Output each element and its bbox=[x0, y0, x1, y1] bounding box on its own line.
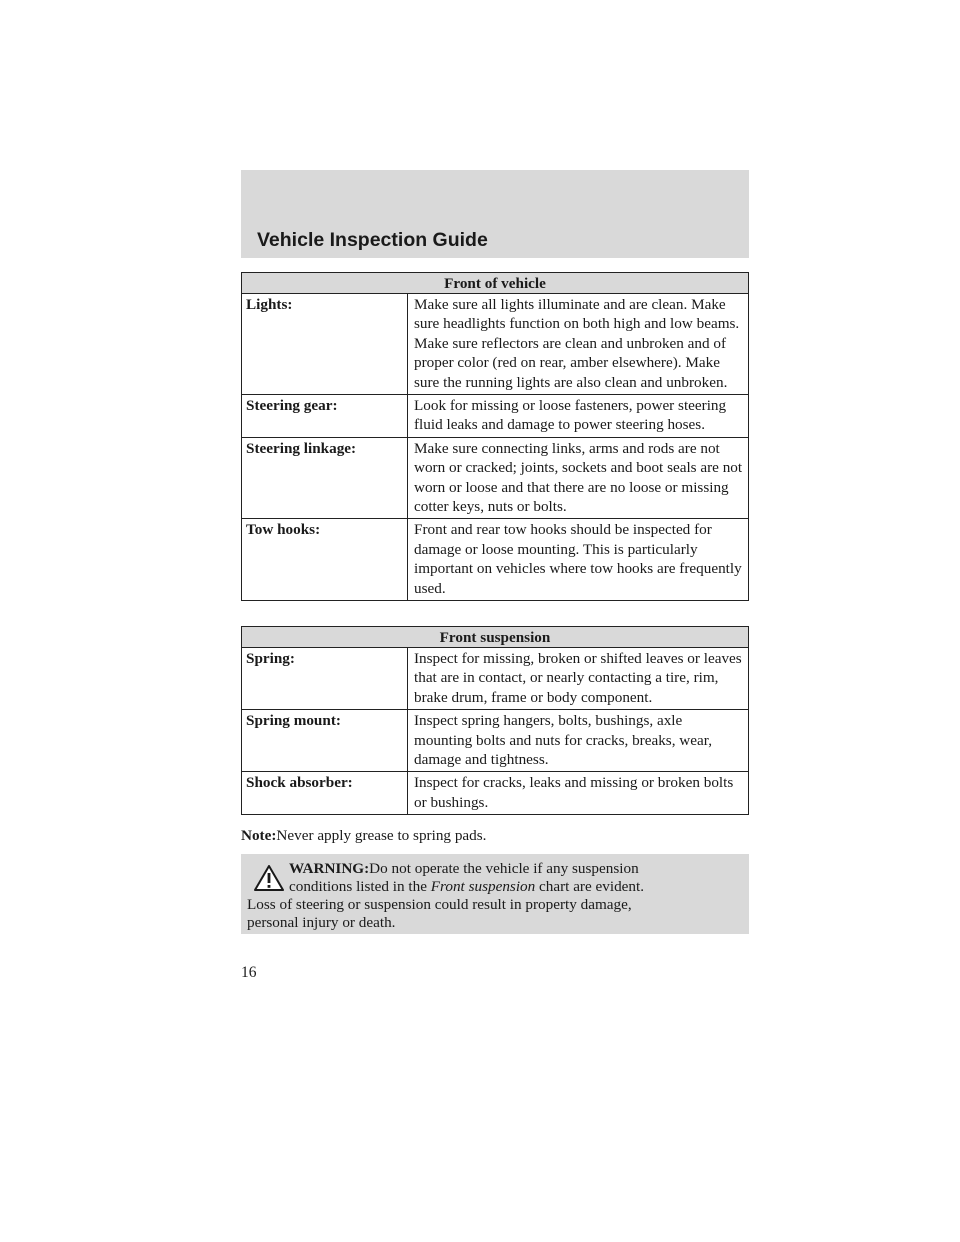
table-row bbox=[242, 437, 749, 519]
table-row bbox=[242, 648, 749, 710]
row-label-shock-absorber: Shock absorber: bbox=[242, 772, 408, 815]
table-title: Front suspension bbox=[242, 627, 749, 648]
front-suspension-table bbox=[241, 626, 749, 815]
row-text-steering-linkage: Make sure connecting links, arms and rods are not worn or cracked; joints, sockets and boot seals are not worn or loose and that there are no loose or missing cotter keys, nuts or bolts. bbox=[408, 437, 749, 519]
table-row bbox=[242, 772, 749, 815]
table-row bbox=[242, 710, 749, 772]
row-text-spring-mount: Inspect spring hangers, bolts, bushings, axle mounting bolts and nuts for cracks, breaks, wear, damage and tightness. bbox=[408, 710, 749, 772]
row-label-steering-linkage: Steering linkage: bbox=[242, 437, 408, 519]
table-row bbox=[242, 519, 749, 601]
warning-line-3: Loss of steering or suspension could result in property damage, bbox=[247, 896, 632, 913]
warning-text bbox=[247, 860, 741, 932]
table-row bbox=[242, 294, 749, 395]
warning-label: WARNING: bbox=[289, 860, 370, 877]
row-text-spring: Inspect for missing, broken or shifted leaves or leaves that are in contact, or nearly contacting a tire, rim, brake drum, frame or body component. bbox=[408, 648, 749, 710]
warning-line-2a: conditions listed in the bbox=[289, 878, 431, 895]
row-label-steering-gear: Steering gear: bbox=[242, 395, 408, 438]
row-label-spring-mount: Spring mount: bbox=[242, 710, 408, 772]
warning-line-2-italic: Front suspension bbox=[430, 878, 536, 895]
row-text-shock-absorber: Inspect for cracks, leaks and missing or broken bolts or bushings. bbox=[408, 772, 749, 815]
warning-line-1: Do not operate the vehicle if any suspension bbox=[369, 860, 639, 877]
note bbox=[241, 826, 749, 845]
table-title: Front of vehicle bbox=[242, 273, 749, 294]
page-title: Vehicle Inspection Guide bbox=[257, 229, 488, 251]
row-label-spring: Spring: bbox=[242, 648, 408, 710]
row-label-lights: Lights: bbox=[242, 294, 408, 395]
warning-box bbox=[241, 854, 749, 934]
note-text: Never apply grease to spring pads. bbox=[276, 827, 487, 844]
row-text-lights: Make sure all lights illuminate and are clean. Make sure headlights function on both high and low beams. Make sure reflectors are clean and unbroken and of proper color (red on rear, amber elsewhere). Make sure the running lights are also clean and unbroken. bbox=[408, 294, 749, 395]
row-text-steering-gear: Look for missing or loose fasteners, power steering fluid leaks and damage to power steering hoses. bbox=[408, 395, 749, 438]
page-number: 16 bbox=[241, 964, 257, 981]
warning-line-4: personal injury or death. bbox=[247, 914, 396, 931]
warning-line-2b: chart are evident. bbox=[535, 878, 645, 895]
table-row bbox=[242, 395, 749, 438]
note-label: Note: bbox=[241, 827, 277, 844]
row-label-tow-hooks: Tow hooks: bbox=[242, 519, 408, 601]
row-text-tow-hooks: Front and rear tow hooks should be inspected for damage or loose mounting. This is particularly important on vehicles where tow hooks are frequently used. bbox=[408, 519, 749, 601]
front-of-vehicle-table bbox=[241, 272, 749, 601]
header-band bbox=[241, 170, 749, 258]
